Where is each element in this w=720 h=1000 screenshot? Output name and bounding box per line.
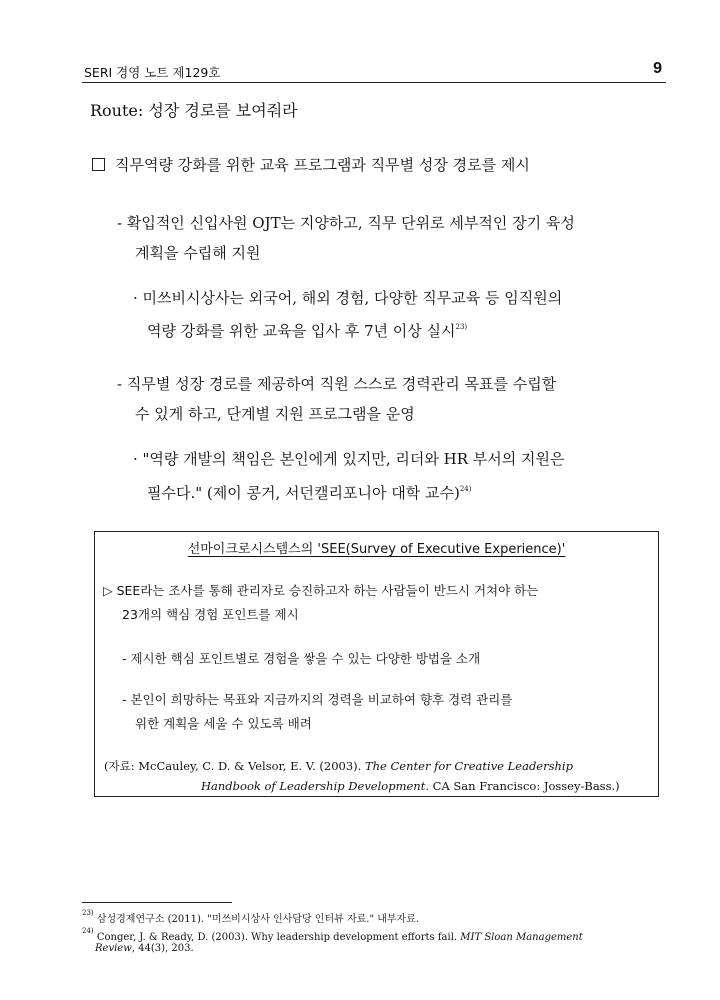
footnote-24-italic-1: MIT Sloan Management — [460, 932, 583, 943]
footnote-23-num: 23) — [82, 909, 94, 917]
sub-bullet-2-line-1: · "역량 개발의 책임은 본인에게 있지만, 리더와 HR 부서의 지원은 — [133, 450, 565, 468]
box-item-1-line-1: ▷ SEE라는 조사를 통해 관리자로 승진하고자 하는 사람들이 반드시 거쳐야 하는 — [103, 583, 539, 598]
page-number: 9 — [653, 60, 662, 77]
section-heading — [92, 150, 530, 180]
section-heading-text: 직무역량 강화를 위한 교육 프로그램과 직무별 성장 경로를 제시 — [115, 156, 530, 174]
box-item-1-line-2: 23개의 핵심 경험 포인트를 제시 — [122, 607, 299, 622]
box-source-italic-1: The Center for Creative Leadership — [364, 759, 573, 773]
footnote-24-prefix: Conger, J. & Ready, D. (2003). Why leadership development efforts fail. — [96, 932, 461, 943]
sub-bullet-1-line-2 — [147, 312, 467, 346]
bullet-1-line-2: 계획을 수립해 지원 — [135, 244, 261, 262]
box-item-2: - 제시한 핵심 포인트별로 경험을 쌓을 수 있는 다양한 방법을 소개 — [122, 651, 481, 666]
footnote-ref-23[interactable]: 23) — [455, 323, 468, 331]
footnote-23-text: 삼성경제연구소 (2011). "미쓰비시상사 인사담당 인터뷰 자료." 내부자료. — [96, 914, 420, 925]
section-title: Route: 성장 경로를 보여줘라 — [90, 101, 298, 120]
footnote-24-italic-2: Review — [95, 943, 132, 954]
footnote-24-line-2 — [95, 940, 194, 958]
box-source-line-2 — [201, 776, 620, 796]
box-item-3-line-2: 위한 계획을 세울 수 있도록 배려 — [135, 716, 312, 731]
footnote-24-num: 24) — [82, 927, 94, 935]
bullet-2-line-2: 수 있게 하고, 단계별 지원 프로그램을 운영 — [135, 405, 415, 423]
header-publication: SERI 경영 노트 제129호 — [84, 65, 221, 80]
bullet-2-line-1: - 직무별 성장 경로를 제공하여 직원 스스로 경력관리 목표를 수립할 — [117, 375, 557, 393]
box-title — [95, 538, 658, 557]
footnote-ref-24[interactable]: 24) — [459, 485, 472, 493]
box-source-prefix: (자료: McCauley, C. D. & Velsor, E. V. (2003). — [104, 759, 365, 773]
sub-bullet-2-line-2-text: 필수다." (제이 콩거, 서던캘리포니아 대학 교수) — [147, 484, 460, 502]
box-source-suffix: . CA San Francisco: Jossey-Bass.) — [425, 779, 620, 793]
box-source-line-1 — [104, 756, 573, 776]
footnote-24-suffix: , 44(3), 203. — [131, 943, 194, 954]
bullet-1-line-1: - 확입적인 신입사원 OJT는 지양하고, 직무 단위로 세부적인 장기 육성 — [117, 214, 575, 232]
box-item-3-line-1: - 본인이 희망하는 목표와 지금까지의 경력을 비교하여 향후 경력 관리를 — [122, 692, 513, 707]
box-source-italic-2: Handbook of Leadership Development — [201, 779, 426, 793]
sub-bullet-1-line-1: · 미쓰비시상사는 외국어, 해외 경험, 다양한 직무교육 등 임직원의 — [133, 289, 563, 307]
sub-bullet-2-line-2 — [147, 474, 471, 508]
box-title-text: 선마이크로시스템스의 'SEE(Survey of Executive Experience)' — [187, 542, 566, 557]
page-header — [82, 62, 666, 83]
sub-bullet-1-line-2-text: 역량 강화를 위한 교육을 입사 후 7년 이상 실시 — [147, 322, 456, 340]
case-box — [94, 531, 659, 797]
square-bullet-icon — [92, 158, 105, 171]
footnote-divider — [82, 902, 232, 903]
